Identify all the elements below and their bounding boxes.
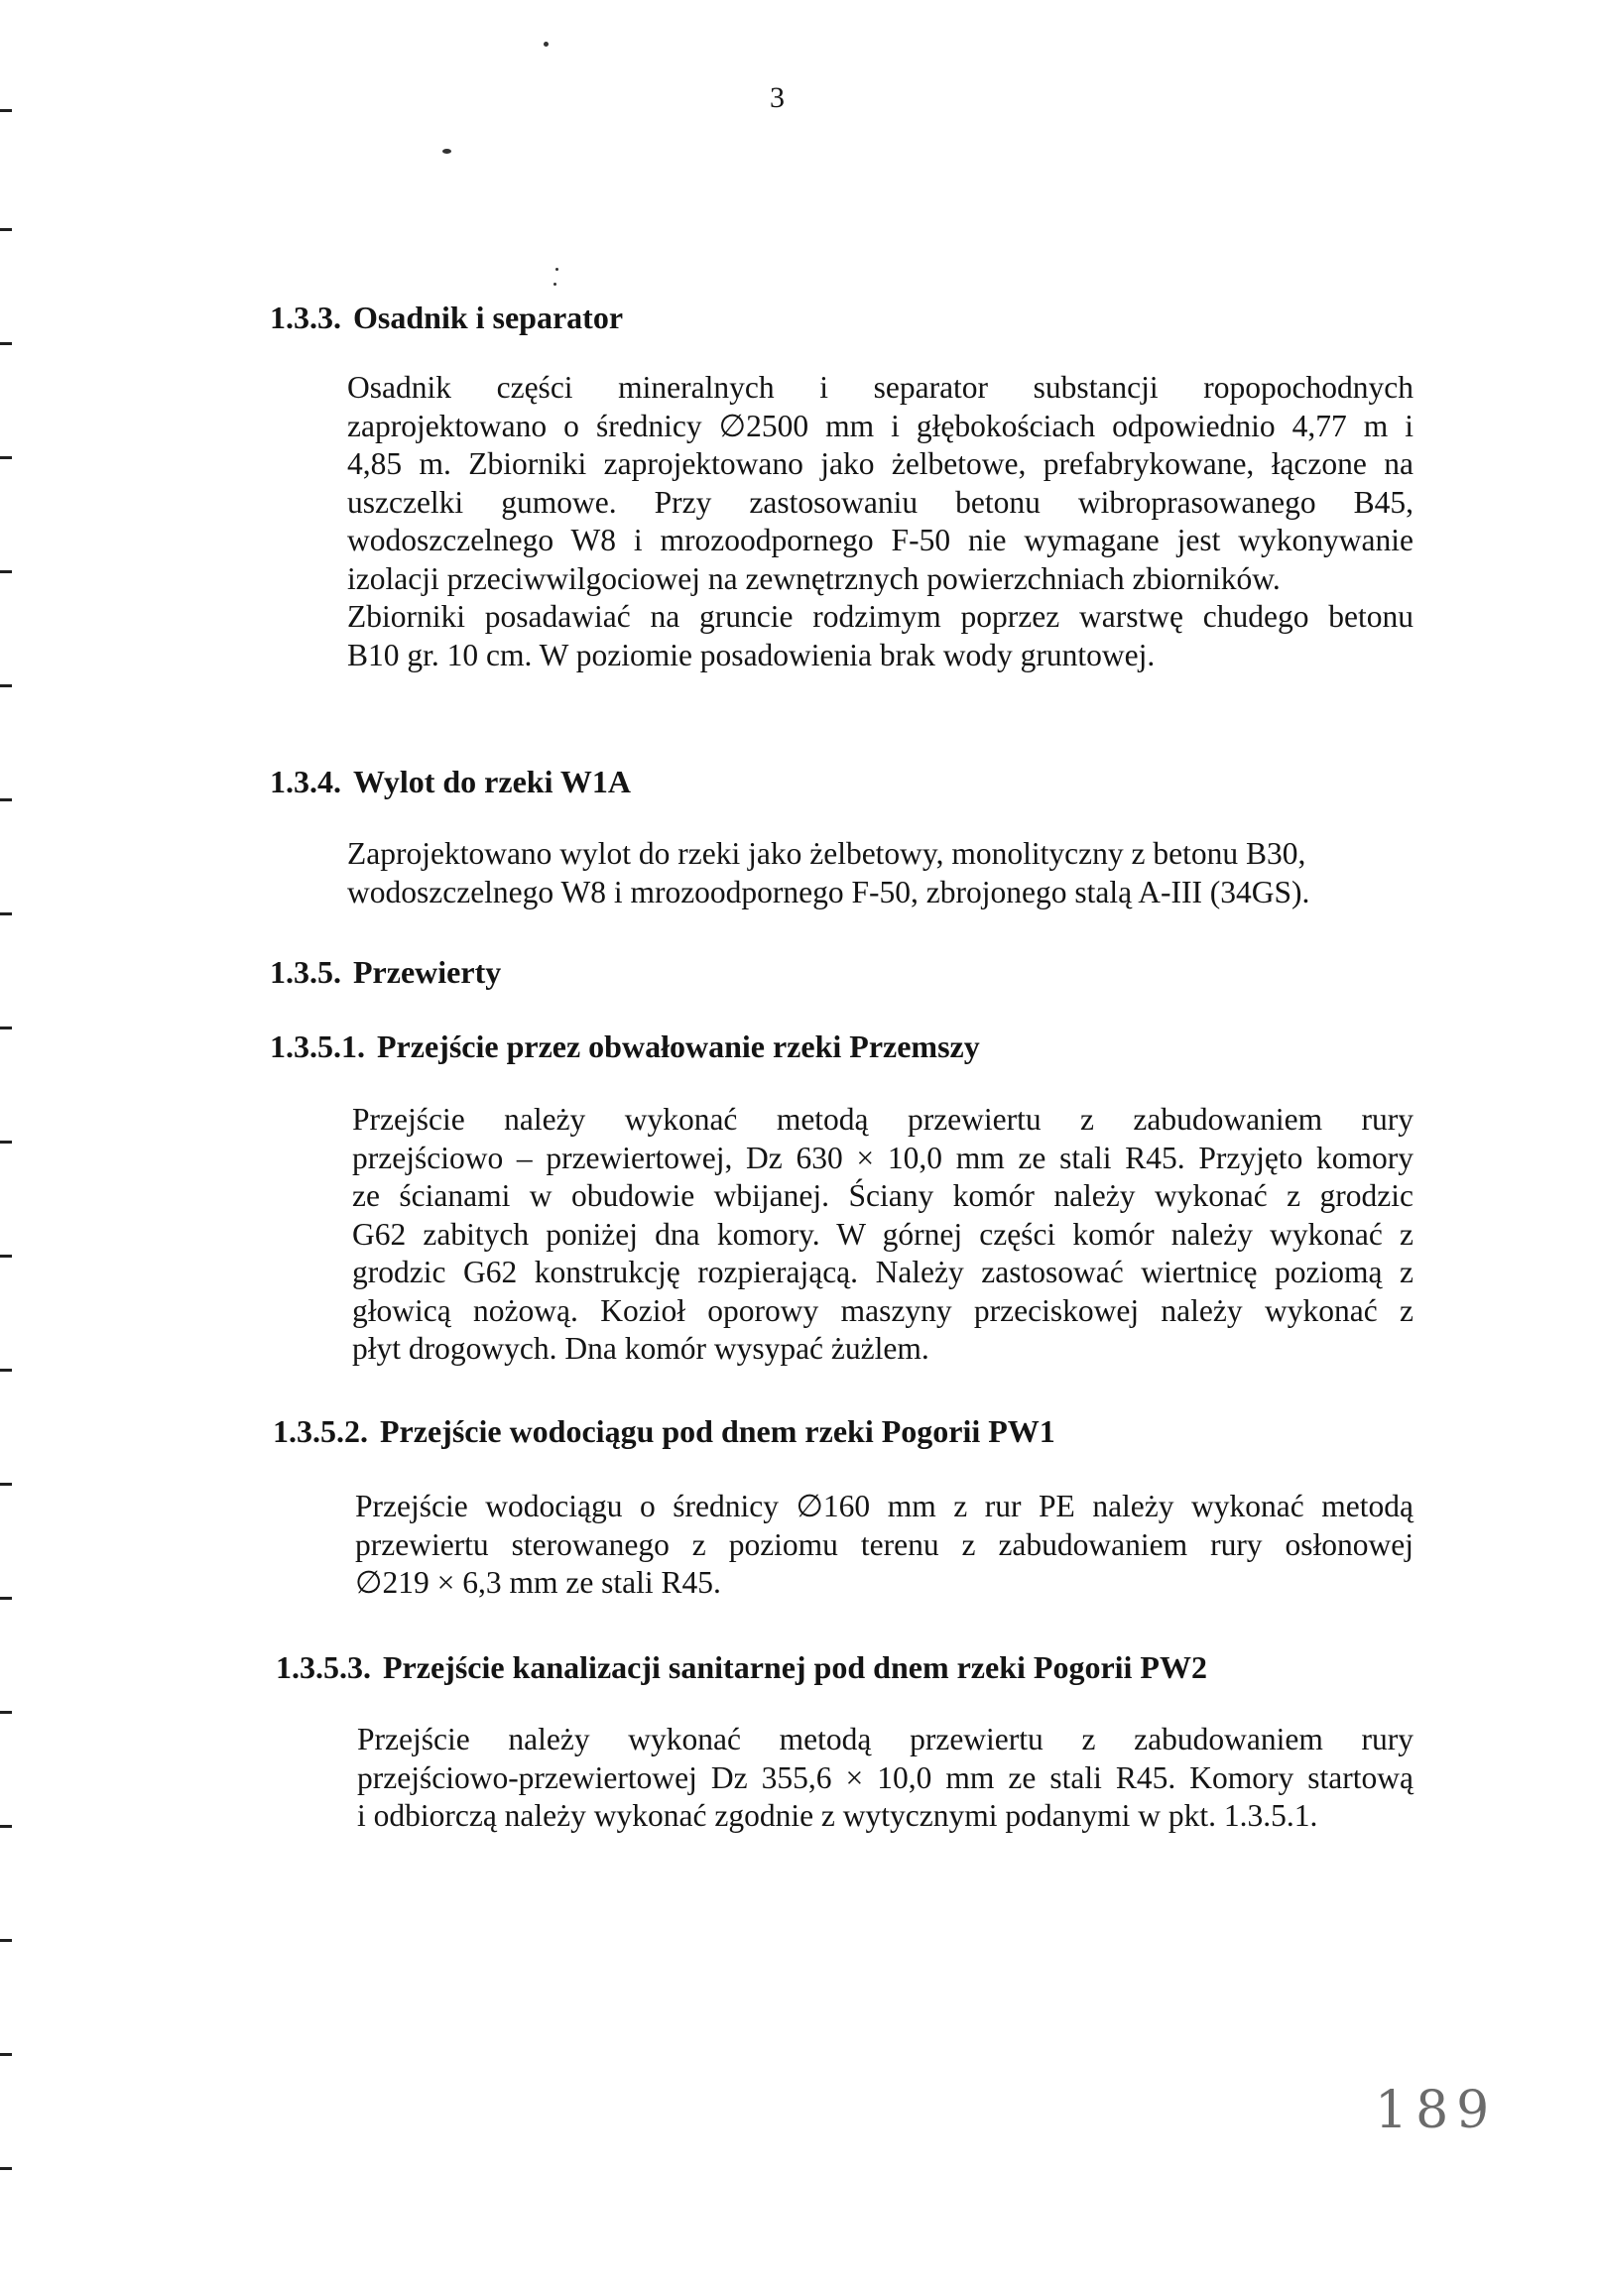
paragraph-line: zaprojektowano o średnicy ∅2500 mm i głębokościach odpowiednio 4,77 m i (347, 408, 1413, 443)
paragraph-line: głowicą nożową. Kozioł oporowy maszyny przeciskowej należy wykonać z (352, 1292, 1413, 1328)
paragraph-line: izolacji przeciwwilgociowej na zewnętrznych powierzchniach zbiorników. (347, 560, 1281, 596)
section-heading (273, 1413, 1055, 1450)
paragraph-line: grodzic G62 konstrukcję rozpierającą. Należy zastosować wiertnicę poziomą z (352, 1255, 1413, 1289)
scan-edge-mark (0, 228, 12, 231)
scan-edge-mark (0, 1597, 12, 1600)
paragraph-line: uszczelki gumowe. Przy zastosowaniu betonu wibroprasowanego B45, (347, 484, 1413, 520)
paragraph-line: przewiertu sterowanego z poziomu terenu z zabudowaniem rury osłonowej (355, 1526, 1413, 1562)
scan-edge-mark (0, 570, 12, 573)
paragraph-line: przejściowo – przewiertowej, Dz 630 × 10,0 mm ze stali R45. Przyjęto komory (352, 1140, 1413, 1175)
section-number: 1.3.5.2. (273, 1413, 368, 1449)
scan-edge-mark (0, 456, 12, 459)
scan-edge-mark (0, 342, 12, 345)
section-title: Przejście kanalizacji sanitarnej pod dnem rzeki Pogorii PW2 (383, 1649, 1207, 1685)
section-heading (270, 1028, 980, 1065)
section-title: Wylot do rzeki W1A (353, 764, 631, 799)
paragraph-line: wodoszczelnego W8 i mrozoodpornego F-50 nie wymagane jest wykonywanie (347, 523, 1413, 557)
scan-edge-mark (0, 1369, 12, 1372)
paragraph-line: Zaprojektowano wylot do rzeki jako żelbetowy, monolityczny z betonu B30, (347, 836, 1306, 871)
section-heading (270, 764, 631, 800)
section-number: 1.3.3. (270, 300, 341, 335)
paragraph-line: wodoszczelnego W8 i mrozoodpornego F-50, zbrojonego stalą A-III (34GS). (347, 874, 1310, 909)
paragraph-line: ∅219 × 6,3 mm ze stali R45. (355, 1565, 721, 1600)
scan-edge-mark (0, 2167, 12, 2170)
scan-edge-mark (0, 1711, 12, 1714)
page-number: 3 (770, 81, 785, 114)
section-paragraph (347, 369, 1413, 674)
paragraph-line: Osadnik części mineralnych i separator substancji ropopochodnych (347, 370, 1413, 405)
section-paragraph (352, 1101, 1413, 1369)
section-paragraph (355, 1488, 1413, 1603)
section-number: 1.3.5.3. (276, 1649, 371, 1685)
section-paragraph (357, 1721, 1413, 1836)
paragraph-line: i odbiorczą należy wykonać zgodnie z wytycznymi podanymi w pkt. 1.3.5.1. (357, 1798, 1318, 1833)
paragraph-line: B10 gr. 10 cm. W poziomie posadowienia brak wody gruntowej. (347, 637, 1156, 672)
paragraph-line: Zbiorniki posadawiać na gruncie rodzimym poprzez warstwę chudego betonu (347, 599, 1413, 634)
scan-speck (442, 149, 451, 154)
section-heading (270, 300, 623, 336)
section-title: Przejście przez obwałowanie rzeki Przemszy (377, 1028, 980, 1064)
scan-edge-mark (0, 2053, 12, 2056)
section-title: Osadnik i separator (353, 300, 624, 335)
paragraph-line: płyt drogowych. Dna komór wysypać żużlem. (352, 1331, 929, 1366)
scan-edge-mark (0, 684, 12, 687)
section-heading (276, 1649, 1207, 1686)
scan-edge-mark (0, 1255, 12, 1258)
paragraph-line: 4,85 m. Zbiorniki zaprojektowano jako żelbetowe, prefabrykowane, łączone na (347, 446, 1413, 481)
scan-edge-mark (0, 1939, 12, 1942)
scan-edge-mark (0, 798, 12, 801)
scan-edge-mark (0, 1483, 12, 1486)
paragraph-line: przejściowo-przewiertowej Dz 355,6 × 10,0 mm ze stali R45. Komory startową (357, 1759, 1413, 1795)
scan-edge-mark (0, 1027, 12, 1029)
stamped-page-number: 189 (1375, 2081, 1498, 2140)
paragraph-line: Przejście należy wykonać metodą przewiertu z zabudowaniem rury (352, 1102, 1413, 1137)
scan-speck (553, 283, 556, 286)
scan-edge-mark (0, 109, 12, 112)
section-number: 1.3.5.1. (270, 1028, 365, 1064)
scan-edge-mark (0, 1825, 12, 1828)
paragraph-line: ze ścianami w obudowie wbijanej. Ściany komór należy wykonać z grodzic (352, 1178, 1413, 1213)
scan-edge-mark (0, 912, 12, 915)
section-title: Przejście wodociągu pod dnem rzeki Pogorii PW1 (380, 1413, 1055, 1449)
paragraph-line: Przejście należy wykonać metodą przewiertu z zabudowaniem rury (357, 1722, 1413, 1756)
paragraph-line: G62 zabitych poniżej dna komory. W górnej części komór należy wykonać z (352, 1216, 1413, 1252)
section-paragraph (347, 835, 1413, 911)
section-heading (270, 954, 501, 991)
scan-edge-mark (0, 1141, 12, 1144)
scan-speck (544, 42, 549, 47)
section-number: 1.3.5. (270, 954, 341, 990)
section-title: Przewierty (353, 954, 502, 990)
section-number: 1.3.4. (270, 764, 341, 799)
paragraph-line: Przejście wodociągu o średnicy ∅160 mm z rur PE należy wykonać metodą (355, 1489, 1413, 1523)
scan-speck (555, 268, 558, 271)
